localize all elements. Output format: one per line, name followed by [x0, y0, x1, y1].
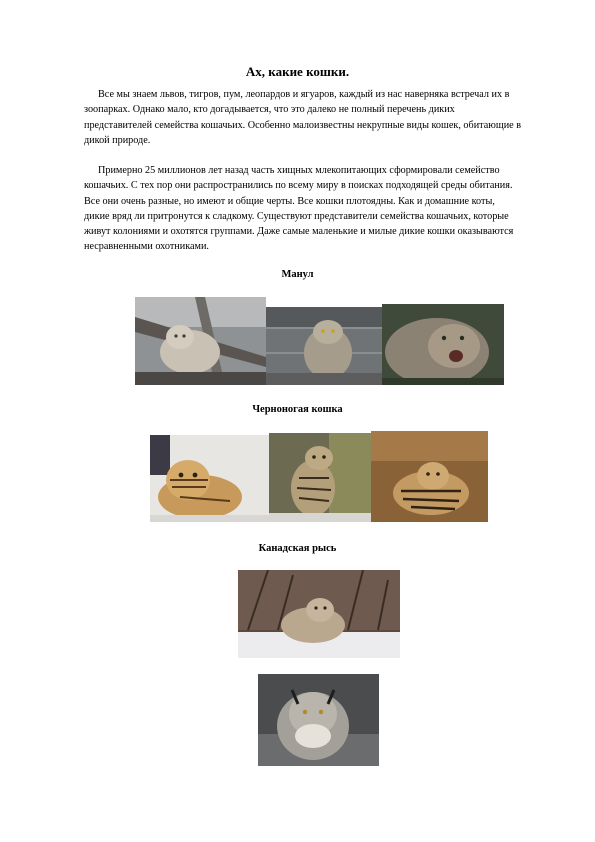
- history-paragraph: Примерно 25 миллионов лет назад часть хищных млекопитающих сформировали семейство кошачьих. С тех пор они распространились по всему миру в поисках подходящей среды обитания. Все они очень разные, но имеют и общие черты. Все кошки плотоядны. Как и домашние коты, дикие вряд ли притронутся к сладкому. Существуют представители семейства кошачьих, которые живут колониями и охотятся группами. Даже самые маленькие и милые дикие кошки оказываются несравненными охотниками.: [84, 165, 514, 253]
- intro-paragraph: Все мы знаем львов, тигров, пум, леопардов и ягуаров, каждый из нас наверняка встречал их в зоопарках. Однако мало, кто догадывается, что это далеко не полный перечень диких представителей семейства кошачьих. Особенно малоизвестны некрупные виды кошек, обитающие в дикой природе.: [84, 89, 522, 146]
- black-footed-cat-photo-2: [269, 433, 371, 522]
- canada-lynx-photo-1: [238, 570, 400, 658]
- section-title-manul: Манул: [281, 269, 314, 280]
- black-footed-cat-photo-1: [150, 435, 269, 522]
- manul-photo-3: [382, 304, 504, 385]
- manul-photo-2: [266, 307, 382, 385]
- black-footed-cat-photo-3: [371, 431, 488, 522]
- section-title-black-footed-cat: Черноногая кошка: [252, 404, 343, 415]
- section-title-canada-lynx: Канадская рысь: [258, 543, 337, 554]
- manul-photo-1: [135, 297, 266, 385]
- page-title: Ах, какие кошки.: [245, 64, 350, 79]
- canada-lynx-photo-2: [258, 674, 379, 766]
